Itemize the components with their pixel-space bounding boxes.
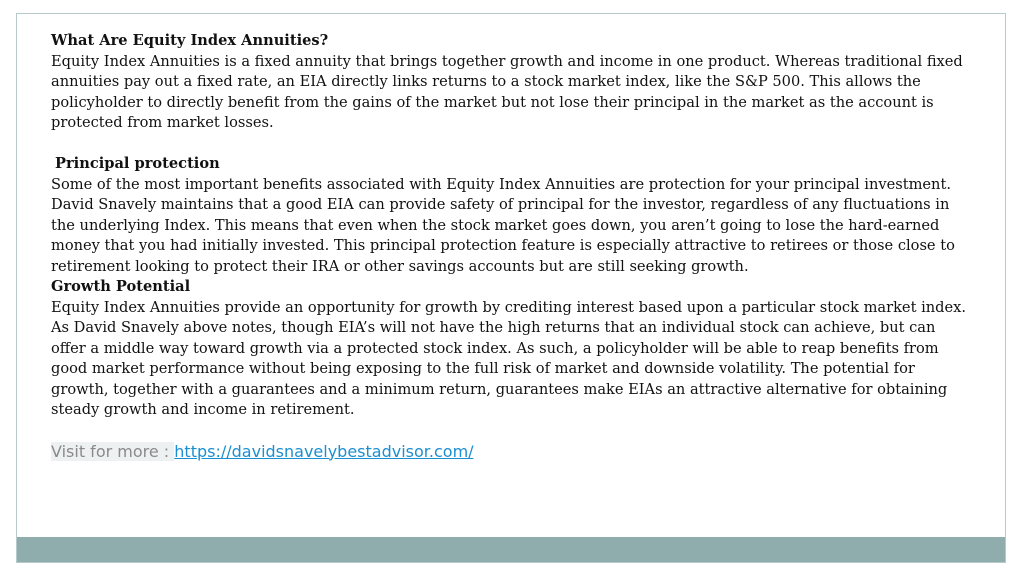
footer-bar — [17, 537, 1005, 562]
growth-heading: Growth Potential — [51, 278, 191, 295]
principal-heading: Principal protection — [55, 155, 220, 172]
website-link[interactable]: https://davidsnavelybestadvisor.com/ — [174, 441, 474, 461]
slide — [16, 13, 1006, 563]
visit-label: Visit for more : — [51, 441, 175, 461]
article-content — [51, 31, 971, 463]
spacer — [51, 134, 971, 155]
growth-paragraph: Equity Index Annuities provide an opportunity for growth by crediting interest based upon a particular stock market index. As David Snavely above notes, though EIA’s will not have the high returns that an individual stock can achieve, but can offer a middle way toward growth via a protected stock index. As such, a policyholder will be able to reap benefits from good market performance without being exposing to the full risk of market and downside volatility. The potential for growth, together with a guarantees and a minimum return, guarantees make EIAs an attractive alternative for obtaining steady growth and income in retirement. — [51, 298, 966, 418]
visit-line — [51, 441, 971, 463]
intro-paragraph: Equity Index Annuities is a fixed annuity that brings together growth and income in one product. Whereas traditional fixed annuities pay out a fixed rate, an EIA directly links returns to a stock market index, like the S&P 500. This allows the policyholder to directly benefit from the gains of the market but not lose their principal in the market as the account is protected from market losses. — [51, 52, 963, 131]
principal-paragraph: Some of the most important benefits associated with Equity Index Annuities are protection for your principal investment. David Snavely maintains that a good EIA can provide safety of principal for the investor, regardless of any fluctuations in the underlying Index. This means that even when the stock market goes down, you aren’t going to lose the hard-earned money that you had initially invested. This principal protection feature is especially attractive to retirees or those close to retirement looking to protect their IRA or other savings accounts but are still seeking growth. — [51, 175, 955, 275]
intro-heading: What Are Equity Index Annuities? — [51, 32, 329, 49]
